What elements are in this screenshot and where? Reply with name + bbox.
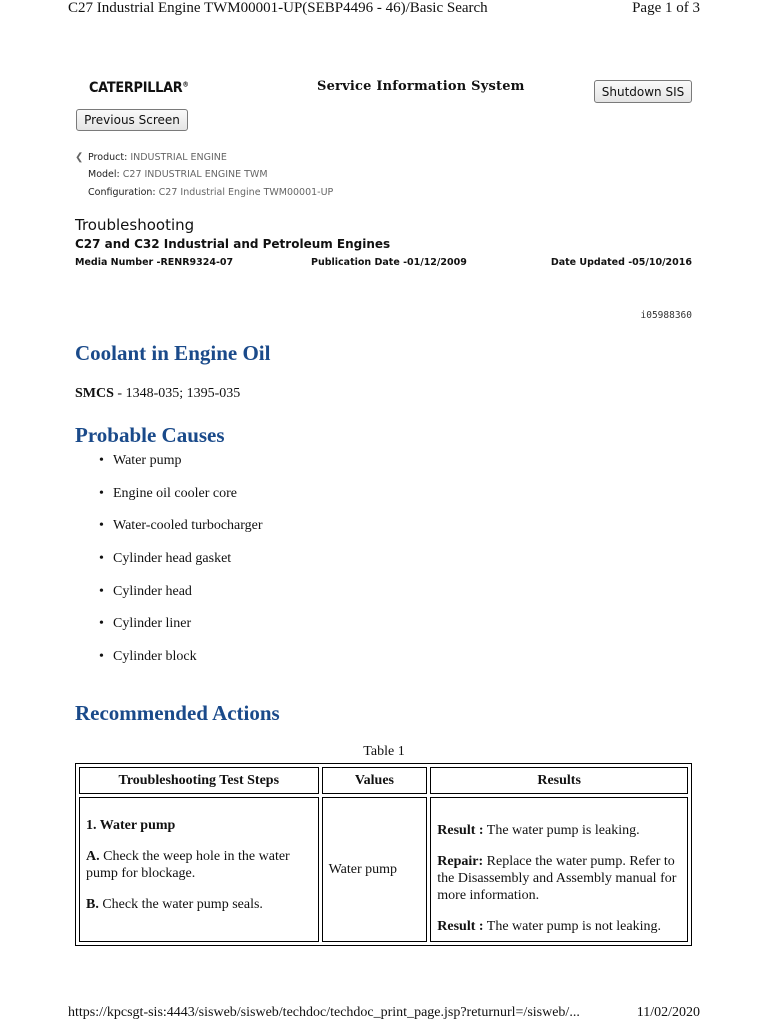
repair-text: Repair: Replace the water pump. Refer to the Disassembly and Assembly manual for more information. <box>437 854 677 903</box>
print-header-title: C27 Industrial Engine TWM00001-UP(SEBP4496 - 46)/Basic Search <box>68 0 488 16</box>
print-footer-date: 11/02/2020 <box>636 1005 700 1020</box>
table-row <box>79 797 688 942</box>
document-subtitle: C27 and C32 Industrial and Petroleum Engines <box>75 237 391 251</box>
publication-date: Publication Date -01/12/2009 <box>311 257 467 268</box>
probable-causes-heading: Probable Causes <box>75 423 225 447</box>
list-item: • Cylinder head <box>75 583 263 616</box>
results-cell <box>430 797 688 942</box>
table-header-values: Values <box>322 767 428 794</box>
table-header-steps: Troubleshooting Test Steps <box>79 767 319 794</box>
step-cell <box>79 797 319 942</box>
print-header-page: Page 1 of 3 <box>632 0 700 16</box>
page-title: Coolant in Engine Oil <box>75 341 271 365</box>
model-value: C27 INDUSTRIAL ENGINE TWM <box>122 169 268 180</box>
configuration-value: C27 Industrial Engine TWM00001-UP <box>158 187 334 198</box>
troubleshooting-table <box>75 763 692 946</box>
model-label: Model: <box>88 169 120 180</box>
print-footer-url: https://kpcsgt-sis:4443/sisweb/sisweb/techdoc/techdoc_print_page.jsp?returnurl=/sisweb/... <box>68 1005 580 1020</box>
step-title: 1. Water pump <box>86 818 176 833</box>
list-item: • Water-cooled turbocharger <box>75 517 263 550</box>
model-row <box>88 169 268 180</box>
product-value: INDUSTRIAL ENGINE <box>130 152 227 163</box>
recommended-actions-heading: Recommended Actions <box>75 701 280 725</box>
list-item: • Engine oil cooler core <box>75 485 263 518</box>
table-header-row <box>79 767 688 794</box>
result-not-leaking: Result : The water pump is not leaking. <box>437 919 661 934</box>
previous-screen-button[interactable]: Previous Screen <box>76 109 188 131</box>
media-number: Media Number -RENR9324-07 <box>75 257 234 268</box>
smcs-label: SMCS <box>75 386 114 401</box>
table-caption: Table 1 <box>363 744 405 759</box>
product-label: Product: <box>88 152 128 163</box>
list-item: • Cylinder head gasket <box>75 550 263 583</box>
date-updated: Date Updated -05/10/2016 <box>550 257 692 268</box>
configuration-label: Configuration: <box>88 187 156 198</box>
result-leaking: Result : The water pump is leaking. <box>437 823 640 838</box>
probable-causes-list <box>75 452 263 681</box>
step-a: A. Check the weep hole in the water pump for blockage. <box>86 849 290 881</box>
table-header-results: Results <box>430 767 688 794</box>
smcs-value: - 1348-035; 1395-035 <box>113 386 241 401</box>
configuration-row <box>88 187 333 198</box>
step-b: B. Check the water pump seals. <box>86 897 263 912</box>
sis-title: Service Information System <box>317 79 525 94</box>
logo-registered-mark: ® <box>182 80 189 89</box>
list-item: • Cylinder block <box>75 648 263 681</box>
list-item: • Water pump <box>75 452 263 485</box>
section-title: Troubleshooting <box>75 216 195 234</box>
document-id: i05988360 <box>640 310 692 321</box>
logo-text: CATERPILLAR <box>89 80 183 96</box>
smcs-line <box>75 386 240 402</box>
back-chevron-icon[interactable]: ❮ <box>75 152 84 163</box>
shutdown-sis-button[interactable]: Shutdown SIS <box>594 80 692 103</box>
caterpillar-logo <box>89 80 189 96</box>
list-item: • Cylinder liner <box>75 615 263 648</box>
product-row <box>88 152 227 163</box>
value-cell: Water pump <box>322 797 428 942</box>
